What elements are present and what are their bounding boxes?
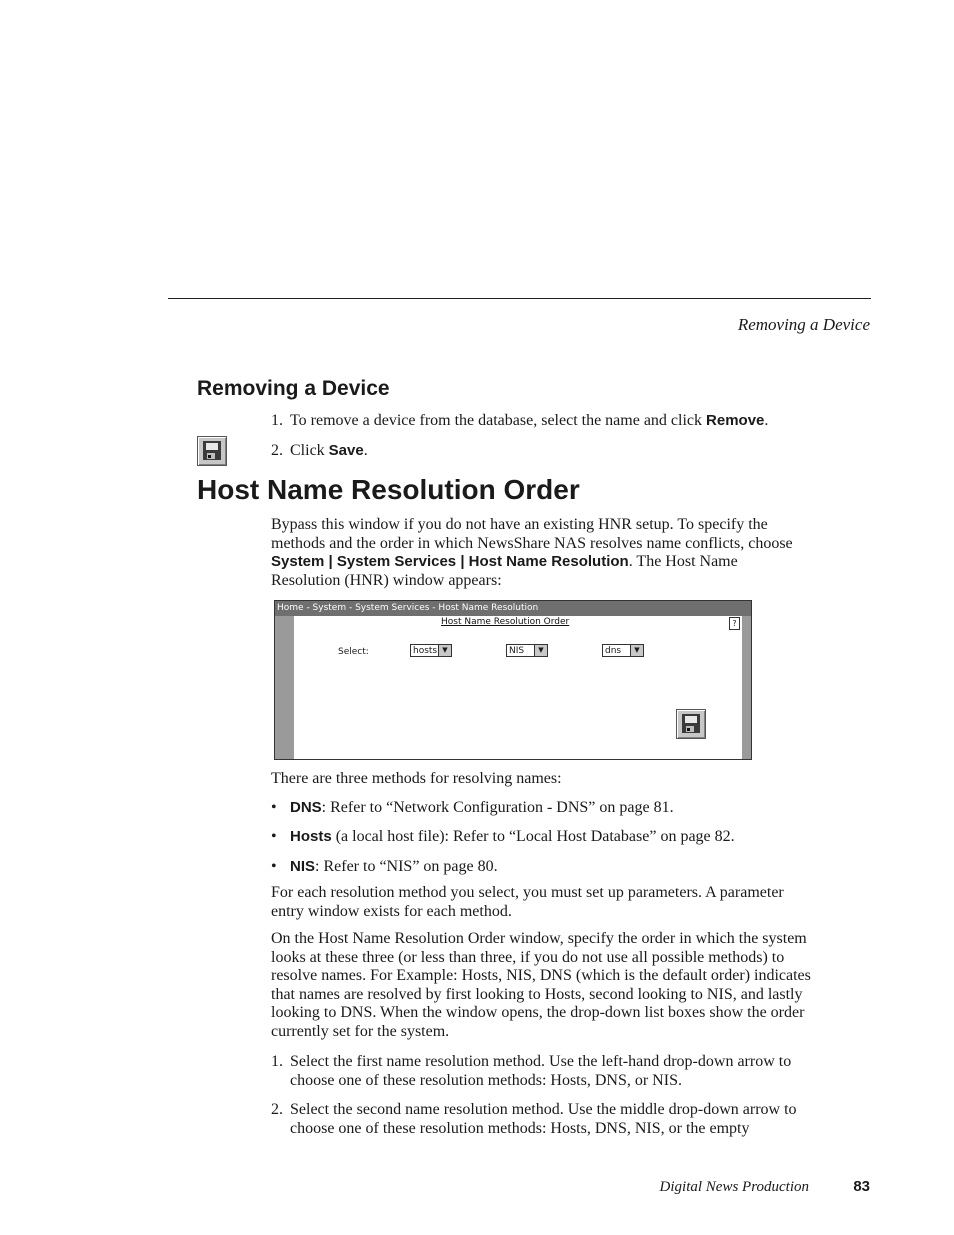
bullet-nis: • NIS: Refer to “NIS” on page 80. — [271, 858, 498, 875]
section-heading-removing: Removing a Device — [197, 377, 390, 400]
breadcrumb: Home - System - System Services - Host Name Resolution — [275, 601, 751, 616]
removing-step-2: 2. Click Save. — [271, 442, 368, 459]
first-method-dropdown: hosts ▼ — [410, 644, 452, 657]
right-side-bar — [742, 616, 751, 759]
third-method-dropdown: dns ▼ — [602, 644, 644, 657]
left-side-bar — [275, 616, 294, 759]
methods-intro: There are three methods for resolving names: — [271, 770, 562, 787]
window-title: Host Name Resolution Order — [441, 617, 570, 627]
help-icon: ? — [729, 617, 740, 630]
hnr-step-2: 2. Select the second name resolution method. Use the middle drop-down arrow to choose one of these resolution methods: Hosts, DNS, NIS, or the empty — [271, 1101, 797, 1137]
section-heading-hnr: Host Name Resolution Order — [197, 474, 580, 505]
chevron-down-icon: ▼ — [438, 645, 451, 656]
parameters-paragraph: For each resolution method you select, you must set up parameters. A parameter entry window exists for each method. — [271, 884, 784, 920]
second-method-dropdown: NIS ▼ — [506, 644, 548, 657]
floppy-disk-icon — [203, 441, 221, 460]
footer-title: Digital News Production — [659, 1179, 809, 1195]
bullet-dns: • DNS: Refer to “Network Configuration - DNS” on page 81. — [271, 799, 674, 816]
floppy-disk-icon — [682, 714, 700, 733]
hnr-intro-paragraph: Bypass this window if you do not have an existing HNR setup. To specify the methods and the order in which NewsShare NAS resolves name conflicts, choose System | System Services | Host Name Resolution. The Host Name Resolution (HNR) window appears: — [271, 516, 793, 589]
chevron-down-icon: ▼ — [534, 645, 547, 656]
save-icon — [197, 436, 227, 466]
header-rule — [168, 298, 871, 299]
window-save-icon — [676, 709, 706, 739]
bullet-hosts: • Hosts (a local host file): Refer to “Local Host Database” on page 82. — [271, 828, 735, 845]
select-label: Select: — [338, 647, 369, 657]
removing-step-1: 1. To remove a device from the database, select the name and click Remove. — [271, 412, 769, 429]
page-number: 83 — [853, 1178, 870, 1195]
chevron-down-icon: ▼ — [630, 645, 643, 656]
hnr-window-screenshot — [274, 600, 752, 760]
hnr-step-1: 1. Select the first name resolution method. Use the left-hand drop-down arrow to choose one of these resolution methods: Hosts, DNS, or NIS. — [271, 1053, 792, 1089]
order-paragraph: On the Host Name Resolution Order window, specify the order in which the system looks at these three (or less than three, if you do not use all possible methods) to resolve names. For Example: Hosts, NIS, DNS (which is the default order) indicates that names are resolved by first looking to Hosts, second looking to NIS, and lastly looking to DNS. When the window opens, the drop-down list boxes show the order currently set for the system. — [271, 930, 811, 1040]
running-header: Removing a Device — [737, 315, 870, 334]
